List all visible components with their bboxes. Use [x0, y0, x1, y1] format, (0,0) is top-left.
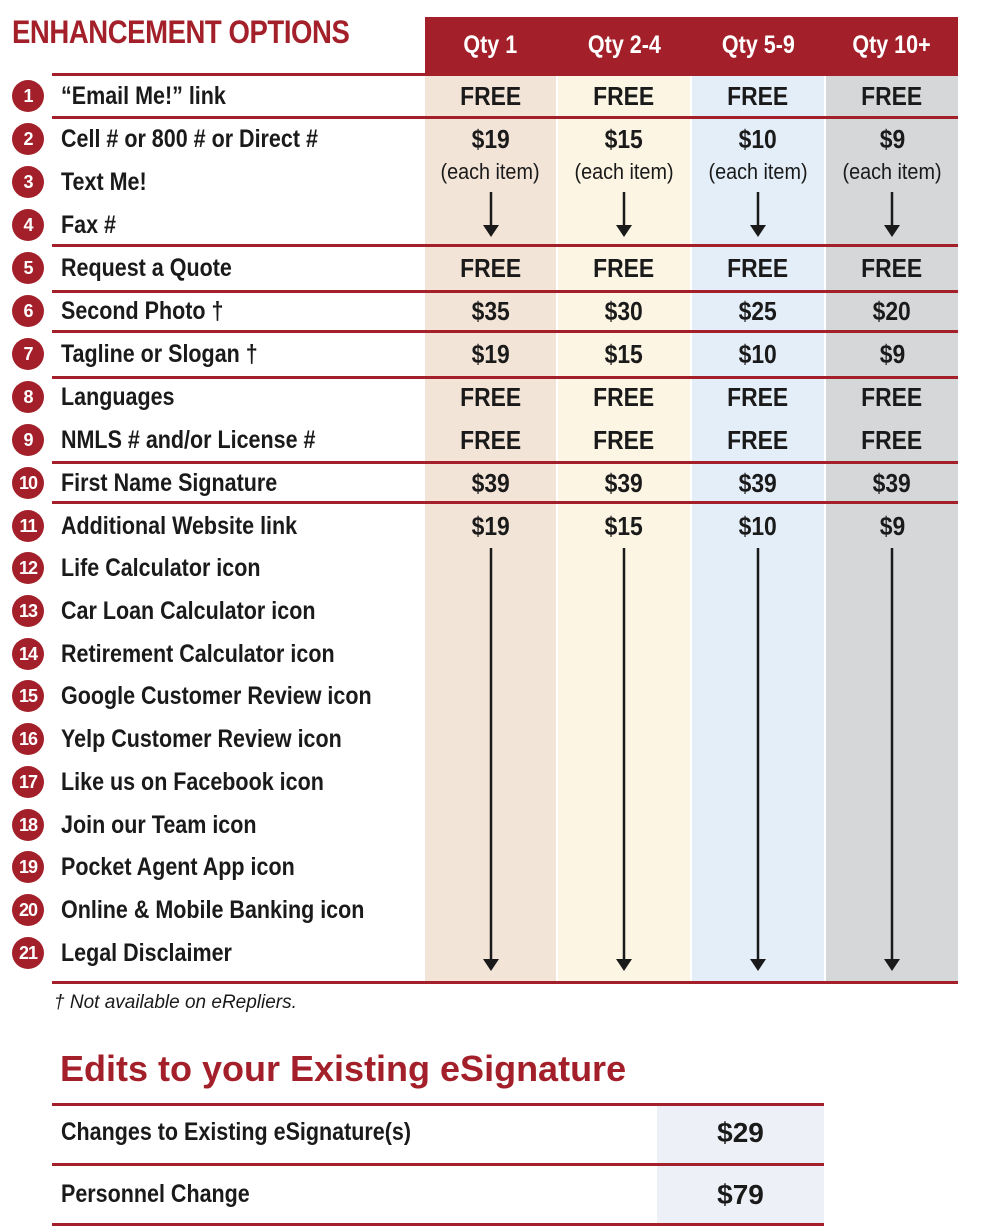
- column-header: [692, 17, 824, 73]
- price-value: $19: [471, 124, 510, 154]
- option-number-badge: 17: [12, 766, 44, 798]
- price-value: FREE: [593, 382, 655, 412]
- down-arrow-icon: [748, 192, 768, 237]
- price-cell: [826, 338, 958, 370]
- price-cell: [692, 510, 824, 542]
- price-value: FREE: [727, 382, 789, 412]
- down-arrow-icon: [882, 548, 902, 971]
- price-cell: [826, 424, 958, 456]
- price-value: FREE: [593, 81, 655, 111]
- option-number-badge: 13: [12, 595, 44, 627]
- option-number-badge: 5: [12, 252, 44, 284]
- price-value: FREE: [593, 425, 655, 455]
- row-divider: [52, 981, 958, 984]
- row-divider: [52, 244, 958, 247]
- price-value: $39: [872, 468, 912, 498]
- divider: [52, 1223, 824, 1226]
- price-value: $10: [738, 511, 778, 541]
- price-cell: [826, 252, 958, 284]
- price-value: $15: [604, 511, 644, 541]
- price-cell: [826, 381, 958, 413]
- price-value: $20: [872, 296, 912, 326]
- price-cell: [425, 424, 556, 456]
- price-cell: [826, 123, 958, 155]
- price-cell: [425, 338, 556, 370]
- price-cell: [826, 510, 958, 542]
- row-divider: [52, 116, 958, 119]
- price-cell: [558, 381, 690, 413]
- option-label: First Name Signature: [61, 469, 278, 497]
- price-cell: [558, 123, 690, 155]
- column-header-label: Qty 5-9: [721, 31, 795, 59]
- option-label: Request a Quote: [61, 254, 232, 282]
- option-number-badge: 16: [12, 723, 44, 755]
- price-value: $9: [879, 339, 905, 369]
- price-value: $19: [471, 339, 510, 369]
- option-number-badge: 12: [12, 552, 44, 584]
- price-cell: [826, 467, 958, 499]
- price-cell: [558, 510, 690, 542]
- price-cell: [425, 295, 556, 327]
- option-number-badge: 2: [12, 123, 44, 155]
- option-number-badge: 9: [12, 424, 44, 456]
- down-arrow-icon: [614, 192, 634, 237]
- option-number-badge: 19: [12, 851, 44, 883]
- price-value: FREE: [861, 253, 923, 283]
- option-number-badge: 3: [12, 166, 44, 198]
- option-number-badge: 14: [12, 638, 44, 670]
- price-cell: [692, 424, 824, 456]
- row-divider: [52, 501, 958, 504]
- column-header: [826, 17, 958, 73]
- down-arrow-icon: [481, 192, 501, 237]
- each-item-note: [822, 158, 962, 186]
- price-cell: [558, 80, 690, 112]
- price-value: $39: [471, 468, 510, 498]
- price-value: $39: [738, 468, 778, 498]
- price-value: FREE: [727, 253, 789, 283]
- price-value: $15: [604, 124, 644, 154]
- option-label: Tagline or Slogan †: [61, 340, 258, 368]
- option-label: Join our Team icon: [61, 811, 257, 839]
- price-value: FREE: [861, 382, 923, 412]
- price-cell: [425, 252, 556, 284]
- price-cell: [692, 123, 824, 155]
- option-number-badge: 20: [12, 894, 44, 926]
- edit-row-label: Personnel Change: [61, 1180, 250, 1208]
- footnote: † Not available on eRepliers.: [54, 992, 297, 1013]
- option-label: Cell # or 800 # or Direct #: [61, 125, 318, 153]
- option-label: Languages: [61, 383, 175, 411]
- option-label: Google Customer Review icon: [61, 682, 372, 710]
- price-cell: [558, 467, 690, 499]
- price-cell: [425, 381, 556, 413]
- option-label: Like us on Facebook icon: [61, 768, 324, 796]
- price-value: $10: [738, 339, 778, 369]
- price-value: FREE: [459, 253, 522, 283]
- option-label: Car Loan Calculator icon: [61, 597, 316, 625]
- price-value: FREE: [727, 81, 789, 111]
- price-value: $35: [471, 296, 510, 326]
- option-number-badge: 1: [12, 80, 44, 112]
- option-label: Online & Mobile Banking icon: [61, 896, 365, 924]
- price-cell: [425, 80, 556, 112]
- option-number-badge: 18: [12, 809, 44, 841]
- price-cell: [425, 510, 556, 542]
- price-cell: [558, 252, 690, 284]
- price-value: $9: [879, 511, 905, 541]
- price-value: $19: [471, 511, 510, 541]
- price-value: $15: [604, 339, 644, 369]
- price-value: FREE: [861, 81, 923, 111]
- down-arrow-icon: [481, 548, 501, 971]
- row-divider: [52, 330, 958, 333]
- down-arrow-icon: [882, 192, 902, 237]
- option-number-badge: 8: [12, 381, 44, 413]
- option-label: Second Photo †: [61, 297, 224, 325]
- price-value: FREE: [459, 81, 522, 111]
- price-cell: [425, 467, 556, 499]
- price-cell: [692, 252, 824, 284]
- price-value: FREE: [861, 425, 923, 455]
- each-item-note: [688, 158, 828, 186]
- option-number-badge: 11: [12, 510, 44, 542]
- option-label: Fax #: [61, 211, 116, 239]
- each-item-text: (each item): [440, 159, 541, 184]
- option-number-badge: 15: [12, 680, 44, 712]
- price-cell: [692, 338, 824, 370]
- price-cell: [692, 295, 824, 327]
- each-item-note: [421, 158, 560, 186]
- option-number-badge: 21: [12, 937, 44, 969]
- price-value: FREE: [459, 382, 522, 412]
- each-item-text: (each item): [574, 159, 674, 184]
- option-label: NMLS # and/or License #: [61, 426, 316, 454]
- row-divider: [52, 376, 958, 379]
- price-cell: [692, 80, 824, 112]
- down-arrow-icon: [614, 548, 634, 971]
- option-number-badge: 10: [12, 467, 44, 499]
- down-arrow-icon: [748, 548, 768, 971]
- price-value: $39: [604, 468, 644, 498]
- price-cell: [692, 381, 824, 413]
- page-title: ENHANCEMENT OPTIONS: [12, 14, 350, 50]
- column-header: [425, 17, 556, 73]
- option-number-badge: 6: [12, 295, 44, 327]
- option-label: Legal Disclaimer: [61, 939, 232, 967]
- column-header: [558, 17, 690, 73]
- column-header-label: Qty 2-4: [587, 31, 661, 59]
- price-value: $30: [604, 296, 644, 326]
- price-value: FREE: [593, 253, 655, 283]
- each-item-text: (each item): [708, 159, 808, 184]
- edit-row-label: Changes to Existing eSignature(s): [61, 1118, 412, 1146]
- price-cell: [558, 295, 690, 327]
- price-value: $10: [738, 124, 778, 154]
- price-cell: [425, 123, 556, 155]
- option-number-badge: 4: [12, 209, 44, 241]
- option-label: Yelp Customer Review icon: [61, 725, 342, 753]
- option-label: Additional Website link: [61, 512, 298, 540]
- price-value: FREE: [459, 425, 522, 455]
- edit-row-price: $79: [717, 1179, 764, 1210]
- row-divider: [52, 73, 958, 76]
- column-header-label: Qty 1: [463, 31, 518, 59]
- price-cell: [558, 338, 690, 370]
- each-item-note: [554, 158, 694, 186]
- price-cell: [692, 467, 824, 499]
- price-cell: [826, 295, 958, 327]
- price-value: FREE: [727, 425, 789, 455]
- each-item-text: (each item): [842, 159, 942, 184]
- option-number-badge: 7: [12, 338, 44, 370]
- option-label: Text Me!: [61, 168, 147, 196]
- edits-title: Edits to your Existing eSignature: [60, 1048, 627, 1089]
- option-label: Life Calculator icon: [61, 554, 261, 582]
- price-value: $9: [879, 124, 905, 154]
- option-label: Retirement Calculator icon: [61, 640, 335, 668]
- price-cell: [826, 80, 958, 112]
- option-label: “Email Me!” link: [61, 82, 226, 110]
- option-label: Pocket Agent App icon: [61, 853, 295, 881]
- row-divider: [52, 290, 958, 293]
- price-cell: [558, 424, 690, 456]
- edit-row-price: $29: [717, 1117, 764, 1148]
- row-divider: [52, 461, 958, 464]
- price-value: $25: [738, 296, 778, 326]
- column-header-label: Qty 10+: [852, 31, 932, 59]
